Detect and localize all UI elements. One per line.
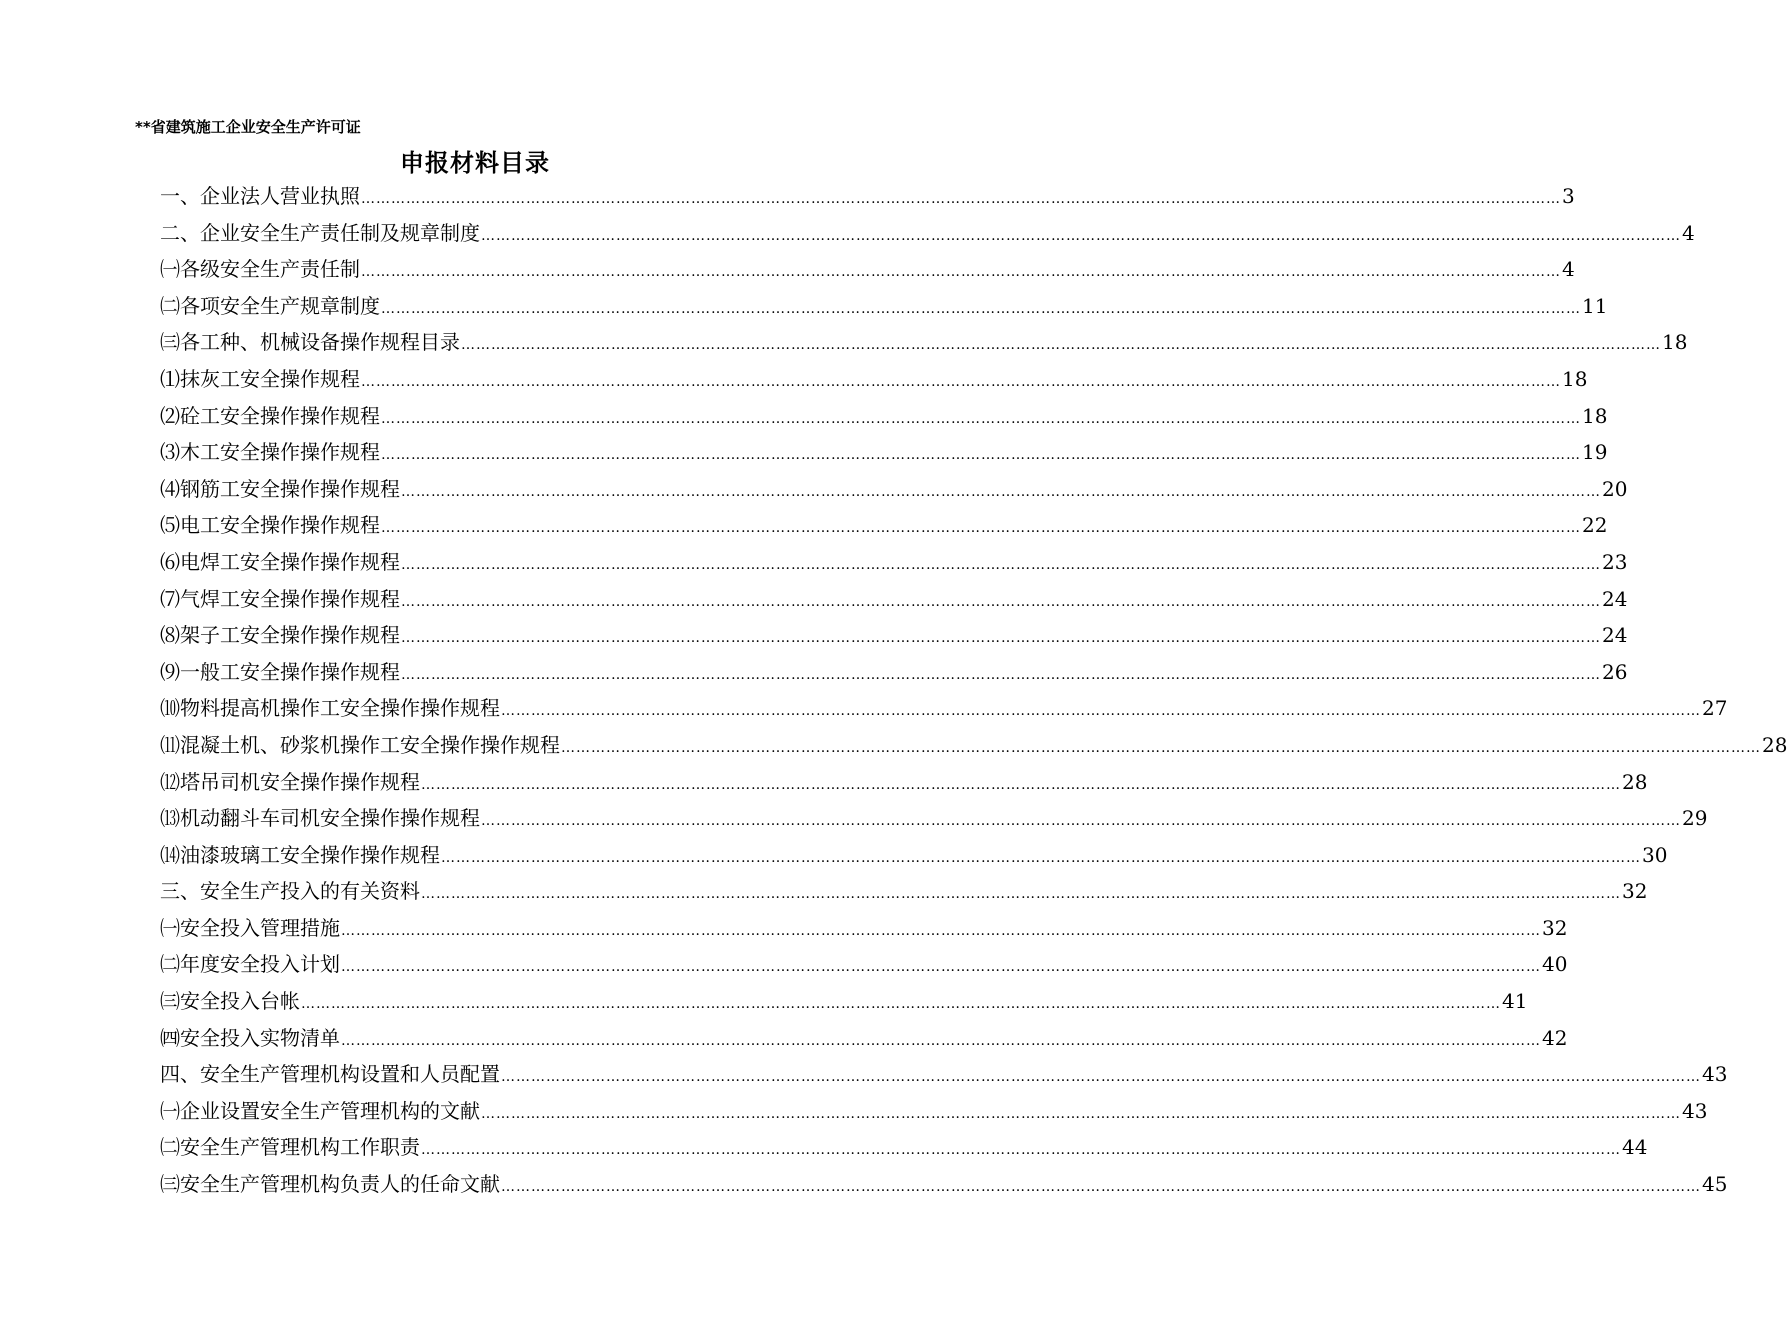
toc-entry [160, 654, 1628, 691]
organization-line: **省建筑施工企业安全生产许可证 [135, 118, 361, 136]
toc-entry-page: 32 [1542, 915, 1568, 940]
toc-entry-label: ⒁油漆玻璃工安全操作操作规程 [160, 842, 440, 867]
toc-entry-page: 32 [1622, 879, 1648, 904]
toc-entry-label: ㈢安全投入台帐 [160, 989, 300, 1014]
toc-entry-label: ⑷钢筋工安全操作操作规程 [160, 476, 400, 501]
toc-entry-label: ⑴抹灰工安全操作规程 [160, 366, 360, 391]
toc-entry-page: 27 [1702, 696, 1728, 721]
toc-entry [160, 544, 1628, 581]
toc-entry-label: ⑸电工安全操作操作规程 [160, 513, 380, 538]
toc-entry [160, 251, 1575, 288]
toc-entry-page: 41 [1502, 989, 1528, 1014]
toc-entry [160, 324, 1688, 361]
toc-entry-label: ⑽物料提高机操作工安全操作操作规程 [160, 696, 500, 721]
toc-entry [160, 1129, 1648, 1166]
toc-entry-page: 4 [1562, 257, 1575, 282]
toc-dot-leader: …………………………………………………………………………………………………………………………………………………………………………………………………………………… [381, 410, 1581, 427]
toc-dot-leader: …………………………………………………………………………………………………………………………………………………………………………………………………………………… [401, 556, 1601, 573]
toc-entry [160, 1093, 1708, 1130]
toc-dot-leader: …………………………………………………………………………………………………………………………………………………………………………………………………………………… [301, 996, 1501, 1013]
toc-entry [160, 1020, 1568, 1057]
toc-entry [160, 690, 1728, 727]
toc-entry-page: 24 [1602, 623, 1628, 648]
toc-dot-leader: …………………………………………………………………………………………………………………………………………………………………………………………………………………… [381, 520, 1581, 537]
toc-dot-leader: …………………………………………………………………………………………………………………………………………………………………………………………………………………… [421, 1142, 1621, 1159]
toc-entry [160, 471, 1628, 508]
toc-entry-page: 23 [1602, 549, 1628, 574]
toc-entry [160, 1166, 1728, 1203]
toc-entry [160, 361, 1588, 398]
toc-entry-page: 26 [1602, 659, 1628, 684]
toc-entry-page: 20 [1602, 476, 1628, 501]
toc-entry [160, 178, 1575, 215]
toc-entry-label: 一、企业法人营业执照 [160, 184, 360, 208]
toc-entry-label: ⑹电焊工安全操作操作规程 [160, 549, 400, 574]
toc-entry [160, 1056, 1728, 1093]
toc-entry-page: 29 [1682, 806, 1708, 831]
toc-dot-leader: …………………………………………………………………………………………………………………………………………………………………………………………………………………… [341, 959, 1541, 976]
toc-entry-page: 28 [1762, 732, 1787, 757]
toc-entry-label: 四、安全生产管理机构设置和人员配置 [160, 1062, 500, 1087]
toc-entry-label: ㈡各项安全生产规章制度 [160, 293, 380, 318]
toc-entry-label: ㈠安全投入管理措施 [160, 915, 340, 940]
toc-entry-page: 42 [1542, 1025, 1568, 1050]
toc-entry-page: 3 [1562, 184, 1575, 208]
toc-entry-label: ⑻架子工安全操作操作规程 [160, 623, 400, 648]
toc-entry-label: ㈢各工种、机械设备操作规程目录 [160, 330, 460, 355]
toc-dot-leader: …………………………………………………………………………………………………………………………………………………………………………………………………………………… [481, 227, 1681, 244]
toc-dot-leader: …………………………………………………………………………………………………………………………………………………………………………………………………………………… [441, 849, 1641, 866]
toc-entry-label: ㈡安全生产管理机构工作职责 [160, 1135, 420, 1160]
toc-entry-label: ⒀机动翻斗车司机安全操作操作规程 [160, 806, 480, 831]
toc-entry-label: ⑵砼工安全操作操作规程 [160, 403, 380, 428]
toc-entry [160, 800, 1708, 837]
toc-dot-leader: …………………………………………………………………………………………………………………………………………………………………………………………………………………… [421, 886, 1621, 903]
toc-dot-leader: …………………………………………………………………………………………………………………………………………………………………………………………………………………… [501, 1069, 1701, 1086]
toc-entry [160, 764, 1648, 801]
toc-entry-page: 11 [1582, 293, 1608, 318]
toc-entry-page: 40 [1542, 952, 1568, 977]
toc-entry-page: 24 [1602, 586, 1628, 611]
toc-entry-label: ⑺气焊工安全操作操作规程 [160, 586, 400, 611]
toc-dot-leader: …………………………………………………………………………………………………………………………………………………………………………………………………………………… [361, 191, 1561, 207]
toc-entry-page: 43 [1682, 1098, 1708, 1123]
toc-entry-page: 30 [1642, 842, 1668, 867]
toc-entry [160, 581, 1628, 618]
toc-entry-label: ⑾混凝土机、砂浆机操作工安全操作操作规程 [160, 732, 560, 757]
toc-entry-label: ⑼一般工安全操作操作规程 [160, 659, 400, 684]
toc-entry [160, 837, 1668, 874]
toc-dot-leader: …………………………………………………………………………………………………………………………………………………………………………………………………………………… [401, 666, 1601, 683]
toc-entry-page: 19 [1582, 440, 1608, 465]
toc-dot-leader: …………………………………………………………………………………………………………………………………………………………………………………………………………………… [361, 264, 1561, 281]
toc-dot-leader: …………………………………………………………………………………………………………………………………………………………………………………………………………………… [561, 739, 1761, 756]
toc-entry-page: 43 [1702, 1062, 1728, 1087]
toc-entry-label: ㈠各级安全生产责任制 [160, 257, 360, 282]
toc-dot-leader: …………………………………………………………………………………………………………………………………………………………………………………………………………………… [501, 703, 1701, 720]
toc-dot-leader: …………………………………………………………………………………………………………………………………………………………………………………………………………………… [401, 630, 1601, 647]
toc-entry-page: 28 [1622, 769, 1648, 794]
toc-dot-leader: …………………………………………………………………………………………………………………………………………………………………………………………………………………… [421, 776, 1621, 793]
toc-dot-leader: …………………………………………………………………………………………………………………………………………………………………………………………………………………… [361, 373, 1561, 390]
toc-dot-leader: …………………………………………………………………………………………………………………………………………………………………………………………………………………… [461, 337, 1661, 354]
toc-entry [160, 727, 1787, 764]
toc-entry-label: 三、安全生产投入的有关资料 [160, 879, 420, 904]
toc-entry-page: 18 [1582, 403, 1608, 428]
toc-entry [160, 398, 1608, 435]
toc-entry-label: 二、企业安全生产责任制及规章制度 [160, 220, 480, 245]
toc-entry [160, 983, 1528, 1020]
toc-dot-leader: …………………………………………………………………………………………………………………………………………………………………………………………………………………… [401, 593, 1601, 610]
toc-entry [160, 288, 1608, 325]
toc-entry [160, 873, 1648, 910]
toc-entry-page: 22 [1582, 513, 1608, 538]
toc-entry-label: ㈢安全生产管理机构负责人的任命文献 [160, 1172, 500, 1197]
toc-dot-leader: …………………………………………………………………………………………………………………………………………………………………………………………………………………… [341, 1032, 1541, 1049]
toc-entry [160, 946, 1568, 983]
toc-entry-label: ㈠企业设置安全生产管理机构的文献 [160, 1098, 480, 1123]
toc-dot-leader: …………………………………………………………………………………………………………………………………………………………………………………………………………………… [341, 922, 1541, 939]
toc-entry [160, 617, 1628, 654]
toc-dot-leader: …………………………………………………………………………………………………………………………………………………………………………………………………………………… [481, 813, 1681, 830]
toc-entry-label: ㈣安全投入实物清单 [160, 1025, 340, 1050]
toc-entry-label: ⑿塔吊司机安全操作操作规程 [160, 769, 420, 794]
toc-dot-leader: …………………………………………………………………………………………………………………………………………………………………………………………………………………… [401, 483, 1601, 500]
toc-entry-label: ⑶木工安全操作操作规程 [160, 440, 380, 465]
document-title: 申报材料目录 [400, 149, 550, 177]
toc-entry [160, 215, 1695, 252]
table-of-contents [160, 178, 1787, 1203]
toc-entry-label: ㈡年度安全投入计划 [160, 952, 340, 977]
toc-entry-page: 18 [1662, 330, 1688, 355]
toc-dot-leader: …………………………………………………………………………………………………………………………………………………………………………………………………………………… [501, 1179, 1701, 1196]
toc-entry [160, 434, 1608, 471]
toc-entry-page: 45 [1702, 1172, 1728, 1197]
toc-entry [160, 507, 1608, 544]
toc-entry-page: 18 [1562, 366, 1588, 391]
toc-entry-page: 44 [1622, 1135, 1648, 1160]
toc-entry-page: 4 [1682, 220, 1695, 245]
toc-dot-leader: …………………………………………………………………………………………………………………………………………………………………………………………………………………… [481, 1105, 1681, 1122]
toc-dot-leader: …………………………………………………………………………………………………………………………………………………………………………………………………………………… [381, 300, 1581, 317]
toc-entry [160, 910, 1568, 947]
toc-dot-leader: …………………………………………………………………………………………………………………………………………………………………………………………………………………… [381, 447, 1581, 464]
